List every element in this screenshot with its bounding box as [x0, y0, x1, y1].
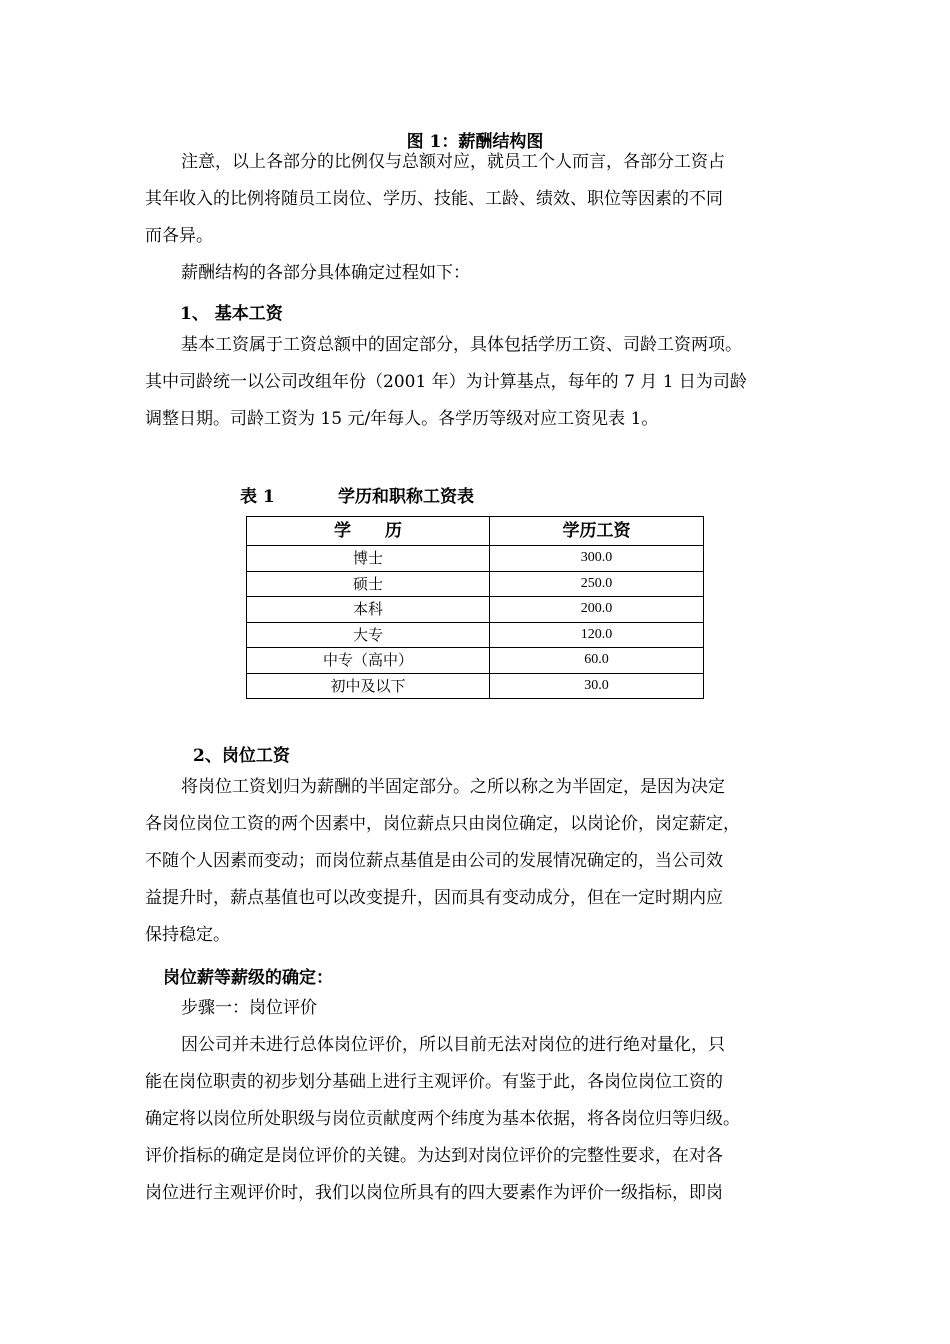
table-row — [247, 673, 704, 699]
education-level-cell: 硕士 — [247, 571, 490, 597]
text-line: 注意，以上各部分的比例仅与总额对应，就员工个人而言，各部分工资占 — [181, 152, 725, 172]
subheading-grade-determination: 岗位薪等薪级的确定： — [163, 968, 333, 988]
section-heading-post-salary: 2、岗位工资 — [193, 746, 290, 766]
table-row — [247, 546, 704, 572]
table-row — [247, 597, 704, 623]
text-line: 其中司龄统一以公司改组年份（2001 年）为计算基点，每年的 7 月 1 日为司龄 — [145, 372, 747, 392]
salary-cell: 120.0 — [490, 622, 704, 648]
text-line: 确定将以岗位所处职级与岗位贡献度两个纬度为基本依据，将各岗位归等归级。 — [145, 1109, 740, 1129]
table-row — [247, 622, 704, 648]
text-line: 调整日期。司龄工资为 15 元/年每人。各学历等级对应工资见表 1。 — [145, 409, 659, 429]
education-level-cell: 中专（高中） — [247, 648, 490, 674]
text-line: 因公司并未进行总体岗位评价，所以目前无法对岗位的进行绝对量化，只 — [181, 1035, 725, 1055]
salary-cell: 30.0 — [490, 673, 704, 699]
salary-cell: 60.0 — [490, 648, 704, 674]
text-line: 基本工资属于工资总额中的固定部分，具体包括学历工资、司龄工资两项。 — [181, 335, 742, 355]
text-line: 其年收入的比例将随员工岗位、学历、技能、工龄、绩效、职位等因素的不同 — [145, 189, 723, 209]
paragraph-intro — [145, 255, 825, 292]
table-header-row — [247, 517, 704, 546]
text-line: 能在岗位职责的初步划分基础上进行主观评价。有鉴于此，各岗位岗位工资的 — [145, 1072, 723, 1092]
education-level-cell: 博士 — [247, 546, 490, 572]
text-line: 岗位进行主观评价时，我们以岗位所具有的四大要素作为评价一级指标，即岗 — [145, 1183, 723, 1203]
education-level-cell: 本科 — [247, 597, 490, 623]
education-level-cell: 初中及以下 — [247, 673, 490, 699]
education-level-cell: 大专 — [247, 622, 490, 648]
paragraph-post-salary — [145, 769, 825, 954]
paragraph-note — [145, 144, 825, 255]
salary-cell: 300.0 — [490, 546, 704, 572]
education-salary-table — [246, 516, 704, 699]
text-line: 薪酬结构的各部分具体确定过程如下： — [181, 263, 470, 283]
text-line: 步骤一：岗位评价 — [181, 998, 317, 1018]
step-one-line — [145, 990, 825, 1027]
table-row — [247, 648, 704, 674]
column-header-education-salary: 学历工资 — [490, 517, 704, 546]
text-line: 评价指标的确定是岗位评价的关键。为达到对岗位评价的完整性要求，在对各 — [145, 1146, 723, 1166]
text-line: 益提升时，薪点基值也可以改变提升，因而具有变动成分，但在一定时期内应 — [145, 888, 723, 908]
paragraph-basic-salary — [145, 327, 825, 438]
table-row — [247, 571, 704, 597]
text-line: 保持稳定。 — [145, 925, 230, 945]
section-heading-basic-salary: 1、 基本工资 — [180, 304, 283, 324]
salary-cell: 200.0 — [490, 597, 704, 623]
text-line: 而各异。 — [145, 226, 213, 246]
table-label: 表 1 — [240, 487, 275, 507]
paragraph-post-evaluation — [145, 1027, 825, 1212]
figure-caption: 图 1：薪酬结构图 — [406, 132, 544, 152]
text-line: 将岗位工资划归为薪酬的半固定部分。之所以称之为半固定，是因为决定 — [181, 777, 725, 797]
salary-cell: 250.0 — [490, 571, 704, 597]
table-title: 学历和职称工资表 — [338, 487, 474, 507]
text-line: 不随个人因素而变动；而岗位薪点基值是由公司的发展情况确定的，当公司效 — [145, 851, 723, 871]
column-header-education: 学 历 — [247, 517, 490, 546]
text-line: 各岗位岗位工资的两个因素中，岗位薪点只由岗位确定，以岗论价，岗定薪定， — [145, 814, 740, 834]
